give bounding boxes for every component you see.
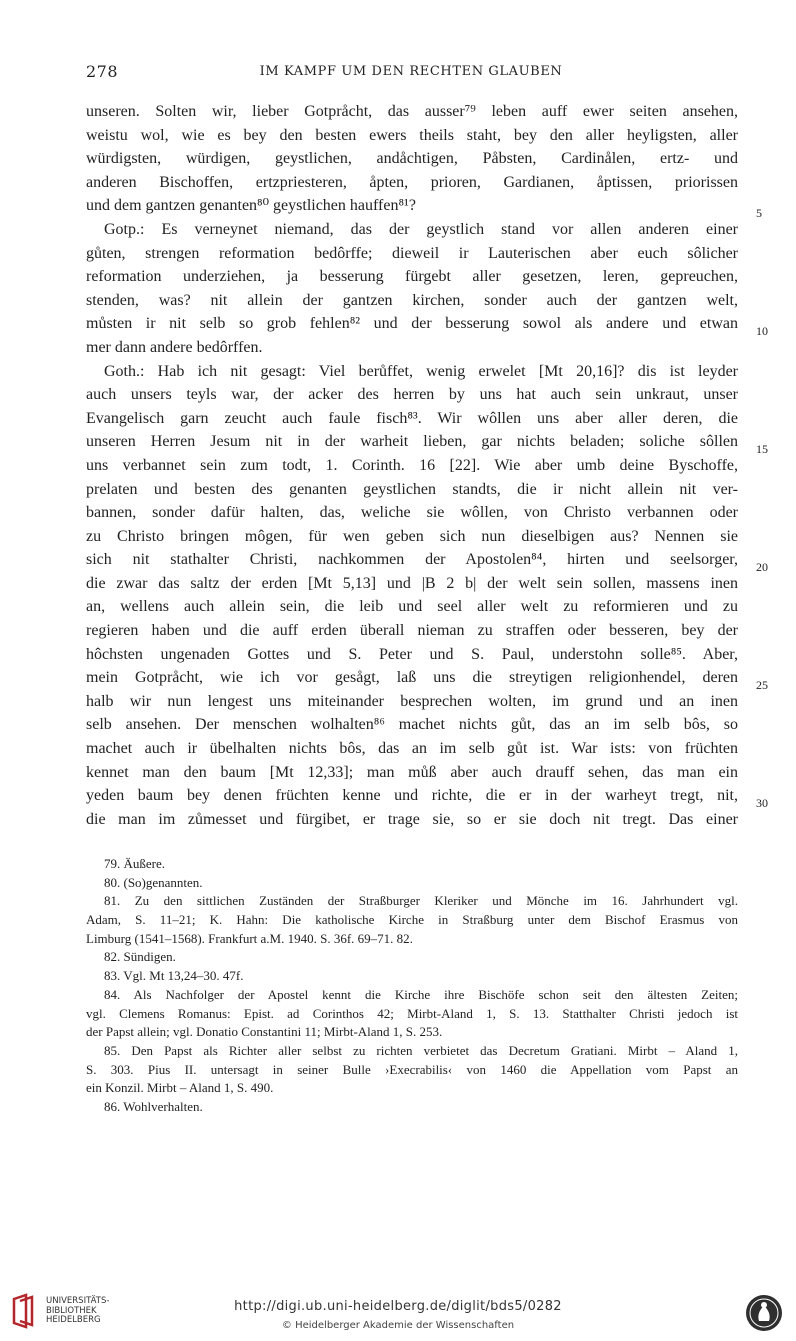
text-line: die zwar das saltz der erden [Mt 5,13] und |B 2 b| der welt sein sollen, massens inen bbox=[86, 574, 738, 592]
text-line: yeden baum bey denen früchten kenne und richte, die er in der warheyt tregt, nit, bbox=[86, 787, 738, 805]
text-line: gůten, strengen reformation bedôrffe; dieweil ir Lauterischen aber euch sôlicher bbox=[86, 244, 738, 262]
text-line: anderen Bischoffen, ertzpriesteren, åpten, prioren, Gardianen, åptissen, priorissen bbox=[86, 173, 738, 191]
text-line: sich nit stathalter Christi, nachkommen der Apostolen⁸⁴, hirten und seelsorger, bbox=[86, 551, 738, 569]
text-line: Goth.: Hab ich nit gesagt: Viel berůffet, wenig erwelet [Mt 20,16]? dis ist leyder bbox=[104, 362, 738, 380]
footnote-line: 84. Als Nachfolger der Apostel kennt die Kirche ihre Bischöfe schon seit den ältesten Zeiten; bbox=[104, 986, 738, 1002]
text-line: bannen, sonder dafür halten, das, weliche sie wôllen, von Christo verbannen oder bbox=[86, 504, 738, 522]
text-line: und dem gantzen genanten⁸⁰ geystlichen hauffen⁸¹? bbox=[86, 197, 416, 215]
footnote-line: Adam, S. 11–21; K. Hahn: Die katholische Kirche in Straßburg unter dem Bischof Erasmus von bbox=[86, 912, 738, 928]
text-line: kennet man den baum [Mt 12,33]; man můß aber auch drauff sehen, das man ein bbox=[86, 763, 738, 781]
page-number: 278 bbox=[86, 62, 119, 81]
text-line: uns verbannet sein zum todt, 1. Corinth. 16 [22]. Wie aber umb deine Byschoffe, bbox=[86, 456, 738, 474]
text-line: mer dann andere bedôrffen. bbox=[86, 338, 263, 356]
body-text bbox=[86, 100, 738, 831]
running-head: IM KAMPF UM DEN RECHTEN GLAUBEN bbox=[259, 64, 563, 79]
text-line: an, wellens auch allein sein, die leib und seel aller welt zu reformieren und zu bbox=[86, 598, 738, 616]
text-line: würdigsten, würdigen, geystlichen, andåchtigen, Påbsten, Cardinålen, ertz- und bbox=[86, 150, 738, 168]
text-line: zu Christo bringen môgen, für wen geben sich nun dieselbigen aus? Nennen sie bbox=[86, 527, 738, 545]
academy-seal-icon bbox=[744, 1293, 784, 1333]
footnote-line: Limburg (1541–1568). Frankfurt a.M. 1940. S. 36f. 69–71. 82. bbox=[86, 930, 413, 946]
footnote-line: der Papst allein; vgl. Donatio Constantini 11; Mirbt-Aland 1, S. 253. bbox=[86, 1024, 443, 1040]
text-line: unseren Herren Jesum nit in der warheit lieben, gar nichts beladen; soliche sôllen bbox=[86, 433, 738, 451]
footnote-line: 80. (So)genannten. bbox=[104, 874, 203, 890]
text-line: mein Gotpråcht, wie ich vor gesågt, laß uns die streytigen religionhendel, deren bbox=[86, 669, 738, 687]
source-url-link[interactable]: http://digi.ub.uni-heidelberg.de/diglit/bds5/0282 bbox=[234, 1299, 562, 1314]
footnote-line: 83. Vgl. Mt 13,24–30. 47f. bbox=[104, 968, 244, 984]
text-line: selb ansehen. Der menschen wolhalten⁸⁶ machet nichts gůt, das an im selb bôs, so bbox=[86, 716, 738, 734]
text-line: machet auch ir übelhalten nichts bôs, das an im selb gůt ist. War ists: von früchten bbox=[86, 740, 738, 758]
footnote-line: 81. Zu den sittlichen Zuständen der Straßburger Kleriker und Mönche im 16. Jahrhundert vgl. bbox=[104, 893, 738, 909]
line-number: 10 bbox=[756, 324, 768, 338]
line-number: 15 bbox=[756, 442, 768, 456]
text-line: halb wir nun lengest uns miteinander besprechen wolten, im grund und an inen bbox=[86, 692, 738, 710]
page-footer bbox=[0, 1285, 796, 1341]
footnote-line: vgl. Clemens Romanus: Epist. ad Corinthos 42; Mirbt-Aland 1, S. 13. Statthalter Christi jedoch ist bbox=[86, 1005, 738, 1021]
text-line: unseren. Solten wir, lieber Gotpråcht, das ausser⁷⁹ leben auff ewer seiten ansehen, bbox=[86, 103, 738, 120]
text-line: Gotp.: Es verneynet niemand, das der geystlich stand vor allen anderen einer bbox=[104, 220, 738, 238]
footnote-line: S. 303. Pius II. untersagt in seiner Bulle ›Execrabilis‹ von 1460 die Appellation vom Papst an bbox=[86, 1061, 738, 1077]
footnote-line: ein Konzil. Mirbt – Aland 1, S. 490. bbox=[86, 1080, 274, 1096]
page-header bbox=[86, 62, 736, 86]
library-name: UNIVERSITÄTS- BIBLIOTHEK HEIDELBERG bbox=[46, 1296, 110, 1325]
line-number: 5 bbox=[756, 206, 762, 220]
line-number: 30 bbox=[756, 796, 768, 810]
footnote-line: 85. Den Papst als Richter aller selbst zu richten verbietet das Decretum Gratiani. Mirbt – Aland 1, bbox=[104, 1042, 738, 1058]
line-number: 25 bbox=[756, 678, 768, 692]
text-line: auch unsers teyls war, der acker des herren by uns hat auch sein unkraut, unser bbox=[86, 386, 738, 404]
copyright-notice: © Heidelberger Akademie der Wissenschaften bbox=[281, 1320, 515, 1331]
text-line: můsten ir nit selb so grob fehlen⁸² und der besserung sowol als andere und etwan bbox=[86, 315, 738, 333]
footnote-line: 86. Wohlverhalten. bbox=[104, 1098, 203, 1114]
text-line: stenden, was? nit allein der gantzen kirchen, sonder auch der gantzen welt, bbox=[86, 291, 738, 309]
footnotes bbox=[86, 855, 738, 1117]
text-line: Evangelisch garn zeucht auch faule fisch⁸³. Wir wôllen uns aber aller deren, die bbox=[86, 409, 738, 427]
footnote-line: 79. Äußere. bbox=[104, 856, 166, 871]
line-number: 20 bbox=[756, 560, 768, 574]
text-line: die man im zůmesset und fürgibet, er trage sie, so er sie doch nit tregt. Das einer bbox=[86, 810, 738, 828]
text-line: reformation underziehen, ja besserung fürgebt aller gesetzen, leren, gepreuchen, bbox=[86, 268, 738, 286]
text-line: regieren haben und die auff erden überall nieman zu straffen oder besseren, bey der bbox=[86, 622, 738, 640]
text-line: prelaten und besten des genanten geystlichen standts, die ir nicht allein nit ver- bbox=[86, 480, 738, 498]
text-line: hôchsten ungenaden Gottes und S. Peter und S. Paul, understohn solle⁸⁵. Aber, bbox=[86, 645, 738, 663]
text-line: weistu wol, wie es bey den besten ewers theils staht, bey den aller heyligsten, aller bbox=[86, 126, 738, 144]
footnote-line: 82. Sündigen. bbox=[104, 949, 176, 965]
